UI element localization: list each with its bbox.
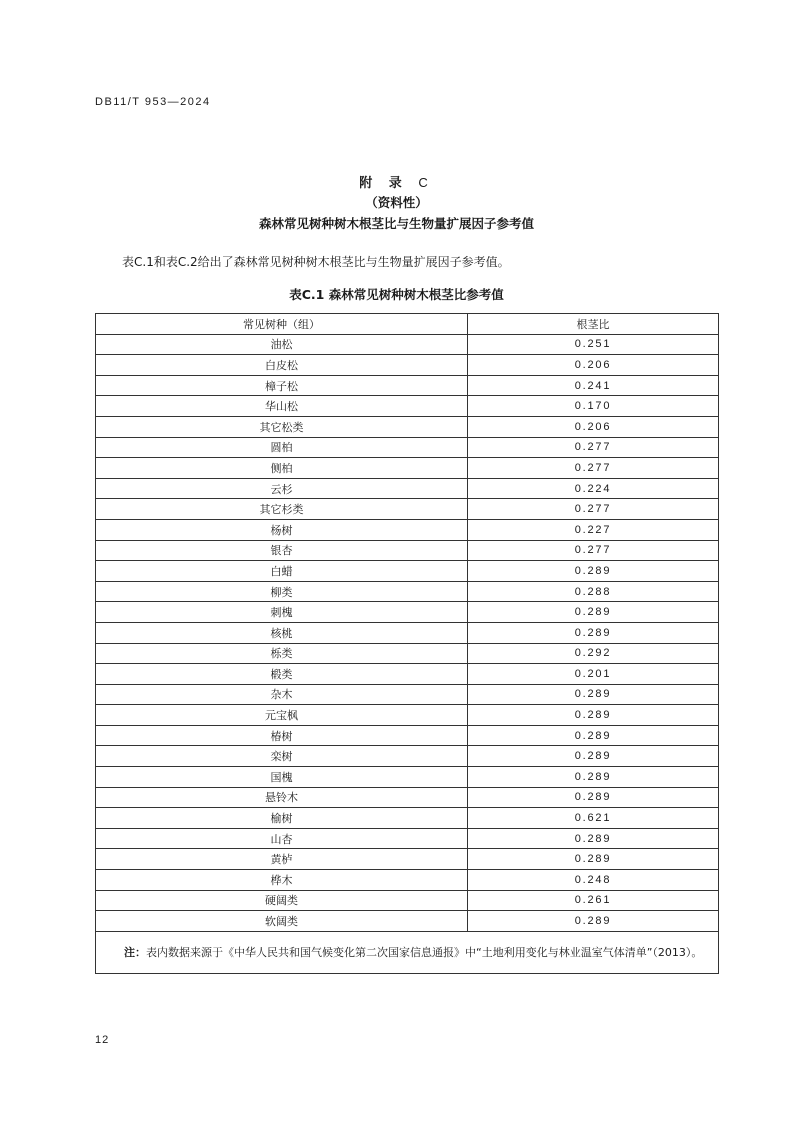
table-caption: 表C.1 森林常见树种树木根茎比参考值: [289, 287, 504, 302]
species-cell: 侧柏: [96, 458, 468, 479]
appendix-title-label: 附 录: [359, 176, 408, 191]
species-cell: 黄栌: [96, 849, 468, 870]
ratio-cell: 0.277: [468, 499, 719, 520]
ratio-cell: 0.289: [468, 828, 719, 849]
ratio-cell: 0.289: [468, 602, 719, 623]
ratio-cell: 0.277: [468, 540, 719, 561]
species-cell: 圆柏: [96, 437, 468, 458]
appendix-title-letter: C: [418, 175, 434, 190]
table-row: [96, 870, 719, 891]
table-note-row: [96, 931, 719, 973]
table-row: [96, 458, 719, 479]
table-row: [96, 437, 719, 458]
ratio-cell: 0.289: [468, 705, 719, 726]
ratio-cell: 0.289: [468, 561, 719, 582]
ratio-cell: 0.206: [468, 416, 719, 437]
ratio-cell: 0.621: [468, 808, 719, 829]
table-row: [96, 561, 719, 582]
ratio-cell: 0.201: [468, 664, 719, 685]
table-header-row: [96, 314, 719, 335]
table-note: [96, 931, 719, 973]
table-row: [96, 705, 719, 726]
table-row: [96, 540, 719, 561]
table-row: [96, 828, 719, 849]
species-cell: 悬铃木: [96, 787, 468, 808]
table-row: [96, 911, 719, 932]
ratio-cell: 0.224: [468, 478, 719, 499]
species-cell: 华山松: [96, 396, 468, 417]
species-cell: 硬阔类: [96, 890, 468, 911]
species-cell: 柳类: [96, 581, 468, 602]
species-cell: 杂木: [96, 684, 468, 705]
ratio-cell: 0.288: [468, 581, 719, 602]
table-row: [96, 684, 719, 705]
ratio-cell: 0.170: [468, 396, 719, 417]
ratio-cell: 0.289: [468, 787, 719, 808]
table-row: [96, 581, 719, 602]
species-cell: 国槐: [96, 767, 468, 788]
table-row: [96, 519, 719, 540]
table-row: [96, 622, 719, 643]
species-cell: 其它松类: [96, 416, 468, 437]
ratio-cell: 0.251: [468, 334, 719, 355]
species-cell: 山杏: [96, 828, 468, 849]
species-cell: 云杉: [96, 478, 468, 499]
species-cell: 栎类: [96, 643, 468, 664]
species-cell: 杨树: [96, 519, 468, 540]
ratio-cell: 0.261: [468, 890, 719, 911]
appendix-type: （资料性）: [365, 195, 428, 210]
table-row: [96, 890, 719, 911]
ratio-cell: 0.289: [468, 746, 719, 767]
ratio-cell: 0.292: [468, 643, 719, 664]
appendix-heading: 森林常见树种树木根茎比与生物量扩展因子参考值: [258, 216, 534, 231]
appendix-title: [0, 172, 793, 191]
ratio-cell: 0.241: [468, 375, 719, 396]
table-row: [96, 849, 719, 870]
table-row: [96, 767, 719, 788]
table-row: [96, 664, 719, 685]
table-row: [96, 416, 719, 437]
ratio-cell: 0.289: [468, 911, 719, 932]
ratio-cell: 0.289: [468, 684, 719, 705]
table-row: [96, 602, 719, 623]
species-cell: 樟子松: [96, 375, 468, 396]
species-cell: 银杏: [96, 540, 468, 561]
species-cell: 油松: [96, 334, 468, 355]
ratio-cell: 0.206: [468, 355, 719, 376]
table-row: [96, 355, 719, 376]
species-cell: 栾树: [96, 746, 468, 767]
table-row: [96, 725, 719, 746]
ratio-cell: 0.227: [468, 519, 719, 540]
species-cell: 椿树: [96, 725, 468, 746]
ratio-cell: 0.248: [468, 870, 719, 891]
species-cell: 椴类: [96, 664, 468, 685]
ratio-cell: 0.277: [468, 437, 719, 458]
species-cell: 软阔类: [96, 911, 468, 932]
species-cell: 元宝枫: [96, 705, 468, 726]
table-row: [96, 643, 719, 664]
column-header-ratio: 根茎比: [468, 314, 719, 335]
species-cell: 桦木: [96, 870, 468, 891]
ratio-cell: 0.289: [468, 725, 719, 746]
table-row: [96, 375, 719, 396]
document-code: DB11/T 953—2024: [95, 96, 211, 108]
ratio-cell: 0.289: [468, 622, 719, 643]
note-text: 表内数据来源于《中华人民共和国气候变化第二次国家信息通报》中“土地利用变化与林业温室气体清单”（2013）。: [146, 945, 703, 959]
table-row: [96, 478, 719, 499]
species-cell: 核桃: [96, 622, 468, 643]
ratio-cell: 0.289: [468, 849, 719, 870]
species-cell: 白蜡: [96, 561, 468, 582]
table-row: [96, 746, 719, 767]
page-number: 12: [95, 1034, 110, 1046]
table-row: [96, 499, 719, 520]
species-cell: 榆树: [96, 808, 468, 829]
ratio-cell: 0.289: [468, 767, 719, 788]
column-header-species: 常见树种（组）: [96, 314, 468, 335]
root-shoot-ratio-table: [95, 313, 719, 974]
intro-paragraph: 表C.1和表C.2给出了森林常见树种树木根茎比与生物量扩展因子参考值。: [122, 255, 510, 269]
table-row: [96, 396, 719, 417]
table-row: [96, 808, 719, 829]
ratio-cell: 0.277: [468, 458, 719, 479]
table-row: [96, 787, 719, 808]
table-row: [96, 334, 719, 355]
species-cell: 白皮松: [96, 355, 468, 376]
species-cell: 刺槐: [96, 602, 468, 623]
note-label: 注：: [124, 945, 146, 959]
species-cell: 其它杉类: [96, 499, 468, 520]
